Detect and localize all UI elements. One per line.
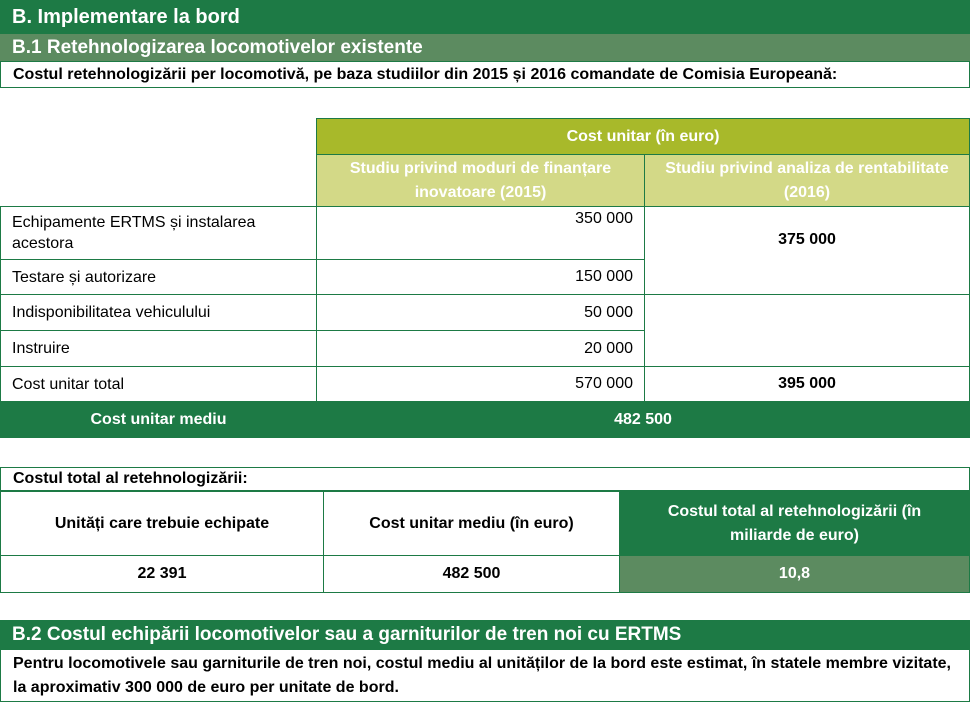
average-row bbox=[1, 402, 970, 438]
empty-corner-cell bbox=[1, 119, 317, 207]
average-label: Cost unitar mediu bbox=[1, 402, 317, 438]
row-label: Indisponibilitatea vehiculului bbox=[1, 295, 317, 331]
total-cost-value-row bbox=[1, 556, 970, 593]
total-value-2016: 395 000 bbox=[645, 367, 970, 402]
total-cost-title: Costul total al retehnologizării: bbox=[0, 467, 970, 491]
average-value: 482 500 bbox=[317, 402, 970, 438]
row-label: Testare și autorizare bbox=[1, 260, 317, 295]
row-value-2015: 150 000 bbox=[317, 260, 645, 295]
total-cost-table bbox=[0, 491, 970, 593]
table-row bbox=[1, 207, 970, 260]
units-header: Unități care trebuie echipate bbox=[1, 492, 324, 556]
table-row bbox=[1, 331, 970, 367]
blank-cell bbox=[645, 331, 970, 367]
row-label: Echipamente ERTMS și instalarea acestora bbox=[1, 207, 317, 260]
total-cost-header-row bbox=[1, 492, 970, 556]
row-value-2015: 350 000 bbox=[317, 207, 645, 260]
section-b1-title: B.1 Retehnologizarea locomotivelor existente bbox=[0, 34, 970, 61]
row-value-2015: 50 000 bbox=[317, 295, 645, 331]
b1-intro-text: Costul retehnologizării per locomotivă, pe baza studiilor din 2015 și 2016 comandate de Comisia Europeană: bbox=[0, 61, 970, 88]
units-value: 22 391 bbox=[1, 556, 324, 593]
avg-cost-header: Cost unitar mediu (în euro) bbox=[324, 492, 620, 556]
total-cost-value: 10,8 bbox=[620, 556, 970, 593]
row-value-2015: 20 000 bbox=[317, 331, 645, 367]
blank-cell bbox=[645, 295, 970, 331]
total-row bbox=[1, 367, 970, 402]
merged-value-2016: 375 000 bbox=[645, 207, 970, 295]
total-cost-header: Costul total al retehnologizării (în miliarde de euro) bbox=[620, 492, 970, 556]
study-2016-header: Studiu privind analiza de rentabilitate (2016) bbox=[645, 155, 970, 207]
row-label: Instruire bbox=[1, 331, 317, 367]
avg-cost-value: 482 500 bbox=[324, 556, 620, 593]
study-2015-header: Studiu privind moduri de finanțare inovatoare (2015) bbox=[317, 155, 645, 207]
total-label: Cost unitar total bbox=[1, 367, 317, 402]
section-b2-title: B.2 Costul echipării locomotivelor sau a garniturilor de tren noi cu ERTMS bbox=[0, 620, 970, 649]
table-row bbox=[1, 295, 970, 331]
total-value-2015: 570 000 bbox=[317, 367, 645, 402]
section-b-title: B. Implementare la bord bbox=[0, 0, 970, 34]
b2-paragraph: Pentru locomotivele sau garniturile de tren noi, costul mediu al unităților de la bord este estimat, în statele membre vizitate, la aproximativ 300 000 de euro per unitate de bord. bbox=[0, 649, 970, 702]
cost-table bbox=[0, 118, 970, 438]
cost-unit-header: Cost unitar (în euro) bbox=[317, 119, 970, 155]
